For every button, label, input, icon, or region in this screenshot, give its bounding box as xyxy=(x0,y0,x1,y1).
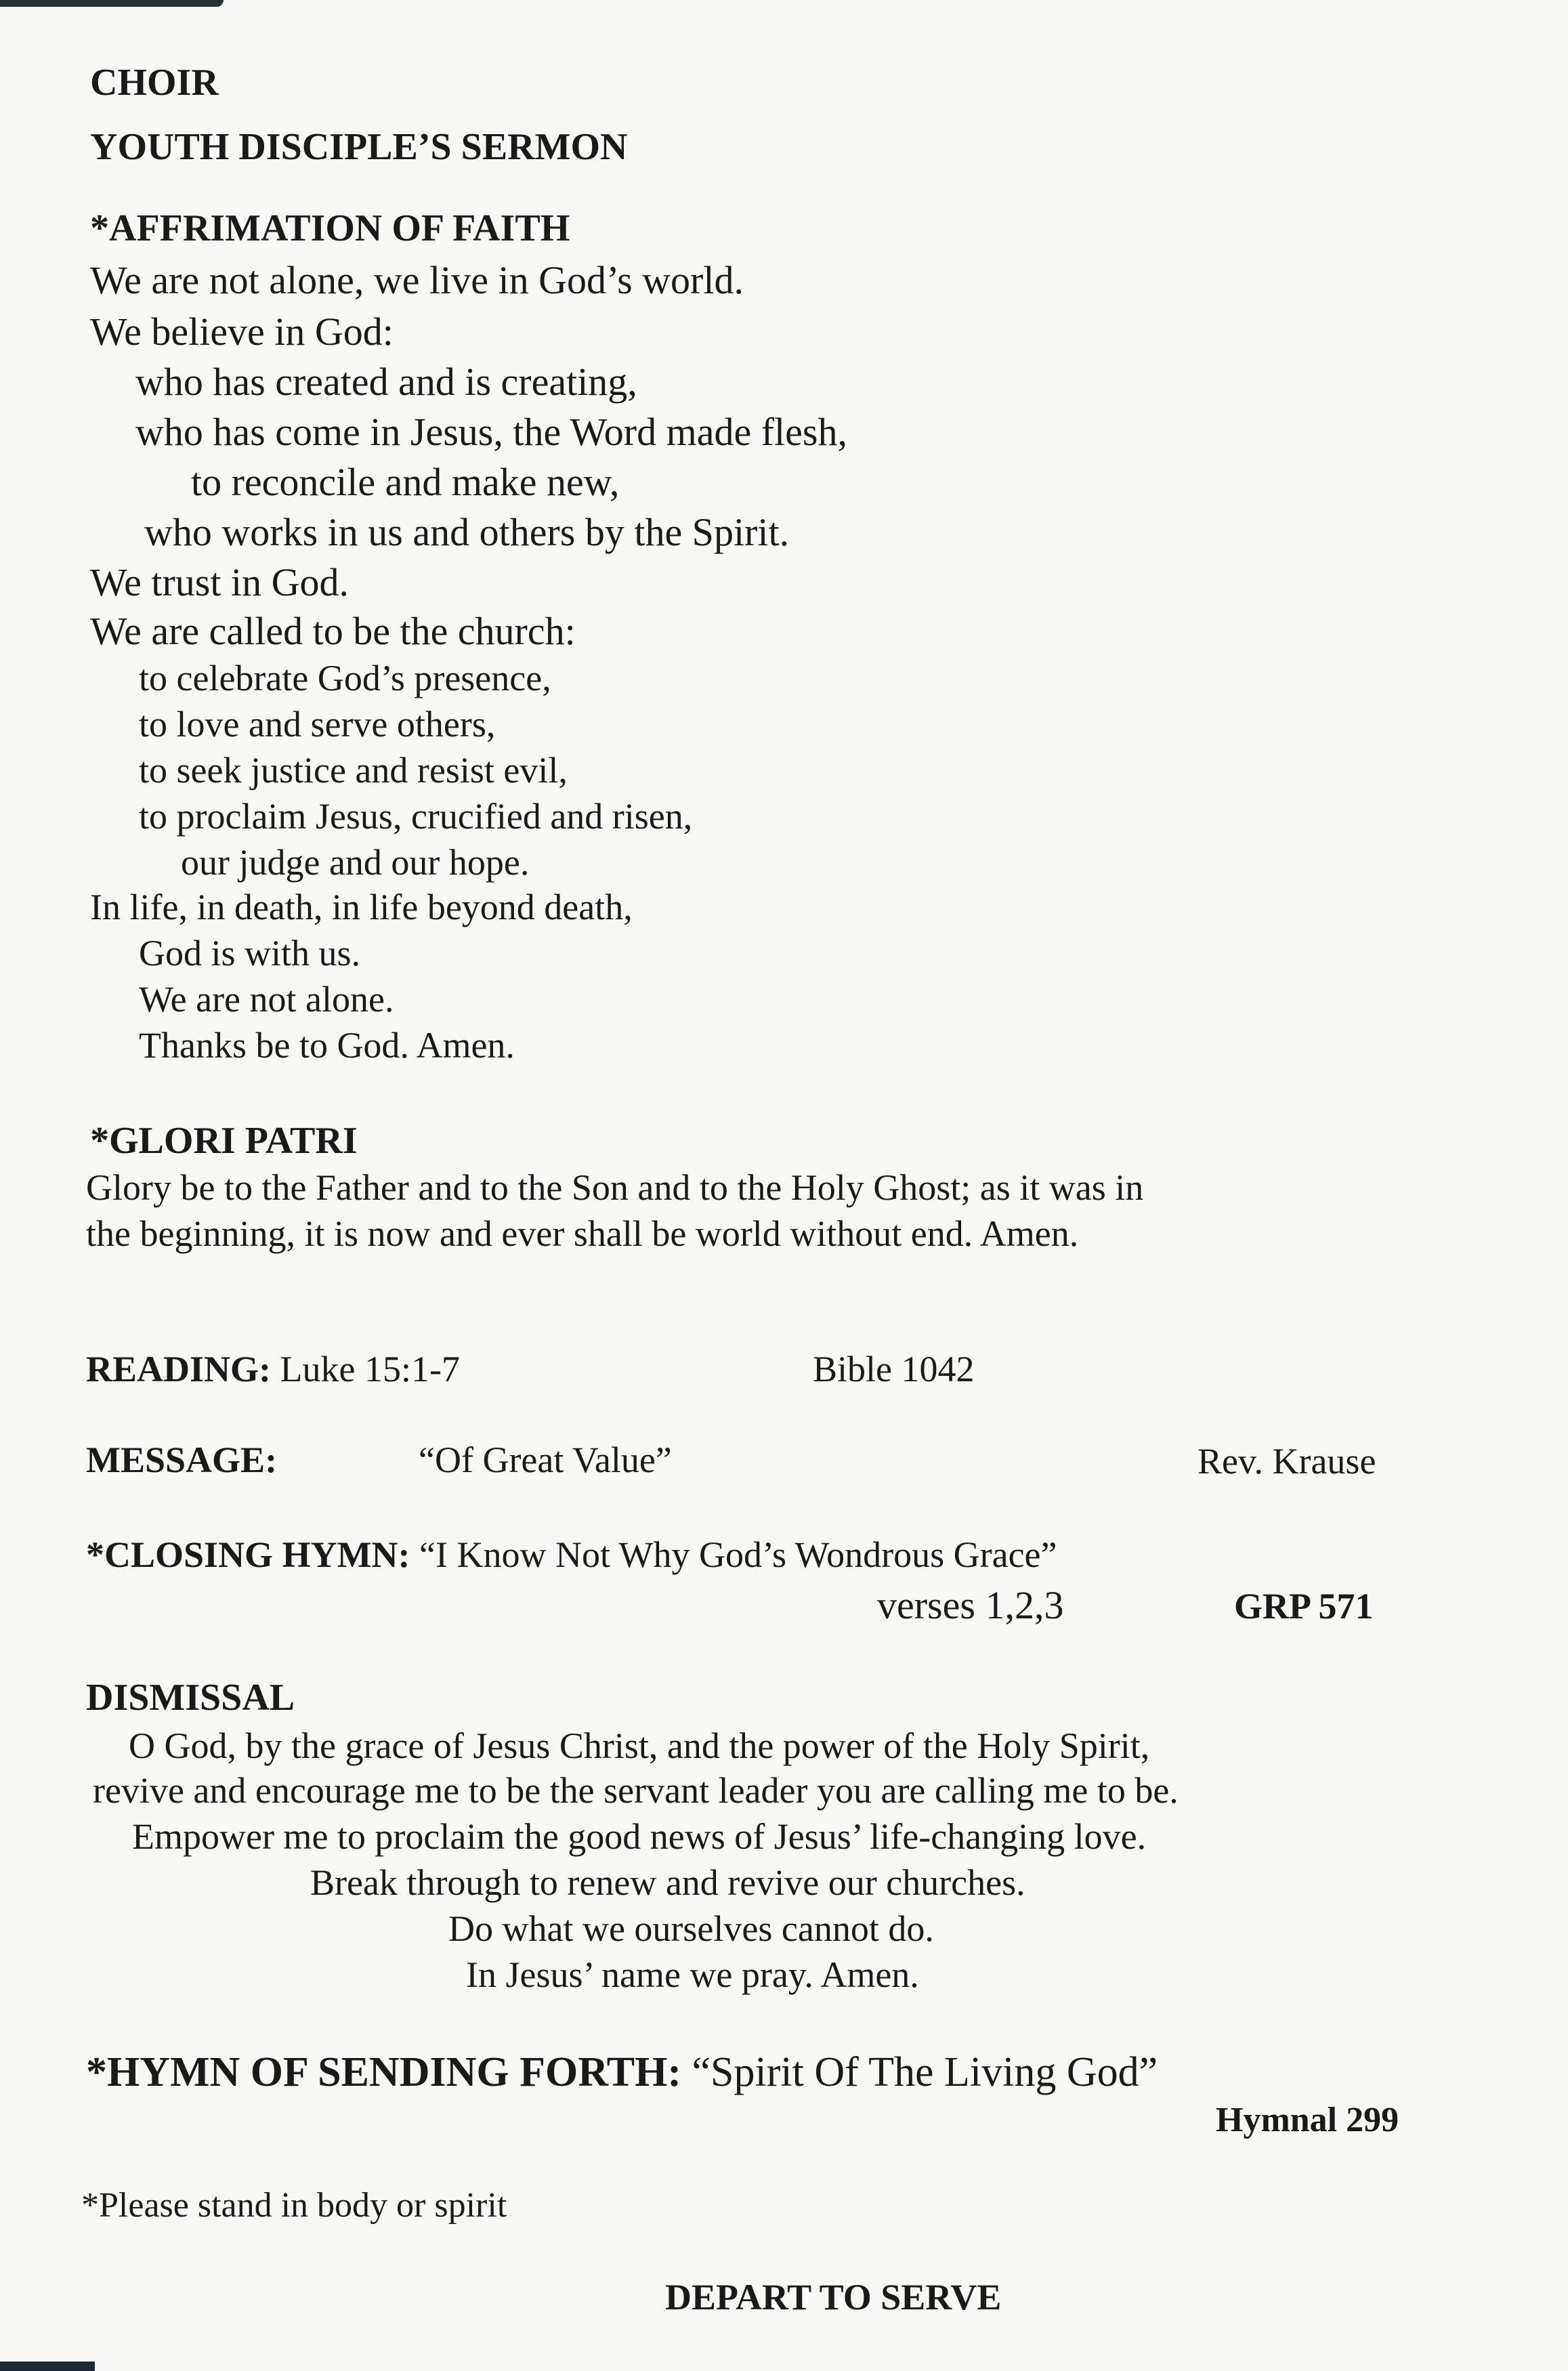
affirmation-line: Thanks be to God. Amen. xyxy=(139,1025,515,1066)
choir-heading: CHOIR xyxy=(90,62,219,104)
reading-line xyxy=(86,1348,460,1390)
affirmation-line: who has created and is creating, xyxy=(135,360,637,404)
gloria-line: Glory be to the Father and to the Son and to the Holy Ghost; as it was in xyxy=(86,1167,1144,1208)
sending-hymn-ref: Hymnal 299 xyxy=(1216,2101,1399,2139)
youth-sermon-heading: YOUTH DISCIPLE’S SERMON xyxy=(90,126,628,168)
affirmation-line: to love and serve others, xyxy=(139,704,496,744)
dismissal-line: In Jesus’ name we pray. Amen. xyxy=(466,1954,919,1995)
affirmation-line: to celebrate God’s presence, xyxy=(139,658,551,698)
dismissal-heading: DISMISSAL xyxy=(86,1677,295,1719)
affirmation-line: We trust in God. xyxy=(90,560,349,604)
dismissal-line: Empower me to proclaim the good news of Jesus’ life-changing love. xyxy=(132,1816,1147,1857)
affirmation-line: who has come in Jesus, the Word made flesh, xyxy=(135,410,847,454)
gloria-line: the beginning, it is now and ever shall be world without end. Amen. xyxy=(86,1213,1079,1254)
sending-hymn-title: “Spirit Of The Living God” xyxy=(692,2049,1158,2095)
gloria-heading: *GLORI PATRI xyxy=(90,1120,358,1162)
affirmation-heading: *AFFRIMATION OF FAITH xyxy=(90,207,570,249)
affirmation-line: We are called to be the church: xyxy=(90,609,576,653)
closing-hymn-ref: GRP 571 xyxy=(1234,1586,1374,1627)
affirmation-line: to reconcile and make new, xyxy=(191,460,620,504)
sending-hymn-line xyxy=(86,2049,1158,2097)
dismissal-line: Break through to renew and revive our churches. xyxy=(310,1862,1025,1903)
affirmation-line: In life, in death, in life beyond death, xyxy=(90,887,633,927)
message-title: “Of Great Value” xyxy=(419,1440,672,1480)
dismissal-line: Do what we ourselves cannot do. xyxy=(448,1908,934,1949)
closing-hymn-verses: verses 1,2,3 xyxy=(877,1583,1064,1627)
reading-ref: Bible 1042 xyxy=(813,1349,975,1389)
sending-hymn-label: *HYMN OF SENDING FORTH: xyxy=(86,2049,682,2095)
affirmation-line: to seek justice and resist evil, xyxy=(139,750,568,791)
affirmation-line: We are not alone, we live in God’s world. xyxy=(90,258,744,302)
dismissal-line: revive and encourage me to be the servant leader you are calling me to be. xyxy=(93,1770,1179,1811)
reading-text: Luke 15:1-7 xyxy=(280,1349,460,1389)
affirmation-line: our judge and our hope. xyxy=(181,842,530,883)
message-label: MESSAGE: xyxy=(86,1440,278,1480)
affirmation-line: We are not alone. xyxy=(139,979,394,1020)
depart-footer: DEPART TO SERVE xyxy=(665,2277,1002,2317)
affirmation-line: to proclaim Jesus, crucified and risen, xyxy=(139,796,693,837)
affirmation-line: who works in us and others by the Spirit. xyxy=(144,510,790,554)
reading-label: READING: xyxy=(86,1349,272,1389)
closing-hymn-title: “I Know Not Why God’s Wondrous Grace” xyxy=(419,1534,1057,1575)
dismissal-line: O God, by the grace of Jesus Christ, and the power of the Holy Spirit, xyxy=(129,1725,1150,1766)
closing-hymn-line xyxy=(86,1534,1057,1576)
stand-note: *Please stand in body or spirit xyxy=(81,2186,507,2225)
affirmation-line: We believe in God: xyxy=(90,310,394,354)
message-speaker: Rev. Krause xyxy=(1198,1441,1376,1482)
affirmation-line: God is with us. xyxy=(139,933,361,973)
closing-hymn-label: *CLOSING HYMN: xyxy=(86,1534,410,1575)
